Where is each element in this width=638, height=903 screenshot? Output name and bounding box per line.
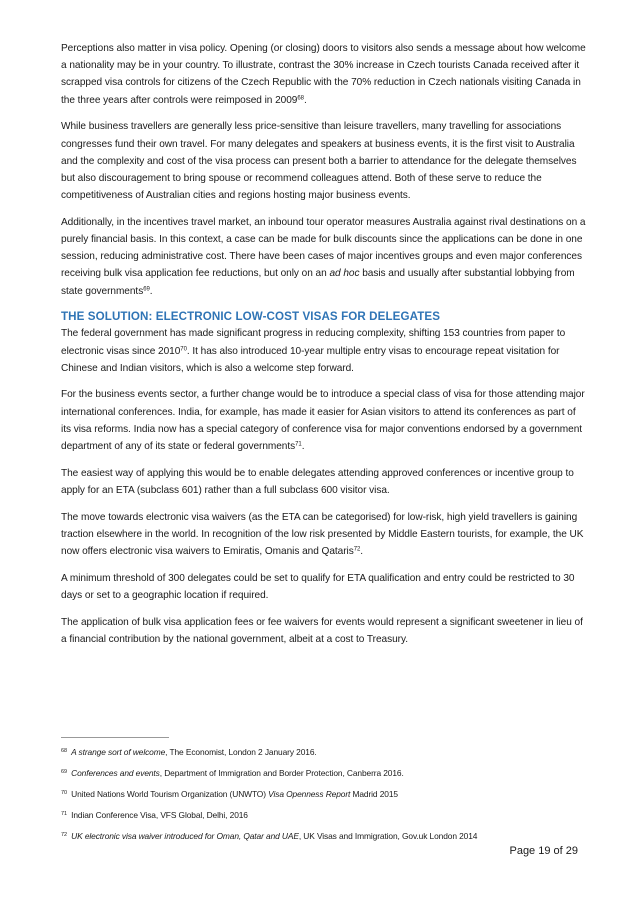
paragraph xyxy=(61,614,586,648)
footnote-ref: 69 xyxy=(143,286,150,293)
text-run: . It has also introduced 10-year multiple entry visas to encourage repeat visitation for Chinese and Indian visitors, which is also a welcome step forward. xyxy=(61,345,560,374)
footnotes xyxy=(61,747,601,851)
body-text xyxy=(61,40,586,658)
footnote-ref: 71 xyxy=(295,441,302,448)
footnote xyxy=(61,747,601,758)
paragraph xyxy=(61,509,586,561)
paragraph xyxy=(61,386,586,455)
footnote-ref: 71 xyxy=(61,810,67,817)
page-number: Page 19 of 29 xyxy=(509,845,578,857)
text-run: Madrid 2015 xyxy=(350,788,398,799)
section-heading: THE SOLUTION: ELECTRONIC LOW-COST VISAS FOR DELEGATES xyxy=(61,310,441,324)
text-run: Perceptions also matter in visa policy. Opening (or closing) doors to visitors also sends a message about how welcome a nationality may be in your country. To illustrate, contrast the 30% increase in Czech tourists Canada received after it scrapped visa controls for citizens of the Czech Republic with the 70% reduction in Czech nationals visiting Canada in the three years after controls were reimposed in 2009 xyxy=(61,43,586,106)
paragraphs-after-heading xyxy=(61,325,586,648)
footnote xyxy=(61,810,601,821)
footnote xyxy=(61,831,601,842)
text-run: . xyxy=(303,94,307,106)
italic-text: Visa Openness Report xyxy=(268,788,351,799)
text-run: , Department of Immigration and Border Protection, Canberra 2016. xyxy=(159,767,404,778)
paragraphs-before-heading xyxy=(61,40,586,300)
paragraph xyxy=(61,118,586,204)
footnote-ref: 70 xyxy=(61,789,67,796)
italic-text: UK electronic visa waiver introduced for Oman, Qatar and UAE xyxy=(71,830,299,841)
text-run: . xyxy=(301,441,305,453)
paragraph xyxy=(61,465,586,499)
footnote xyxy=(61,768,601,779)
text-run: , The Economist, London 2 January 2016. xyxy=(165,747,317,757)
text-run: While business travellers are generally less price-sensitive than leisure travellers, many travelling for associations congresses fund their own travel. For many delegates and speakers at business events, it is the first visit to Australia and the complexity and cost of the visa process can present both a barrier to attendance for the delegate themselves but also discouragement to bring spouse or recommend colleagues attend. Both of these serve to reduce the competitiveness of Australian cities and regions hosting major business events. xyxy=(61,121,577,202)
text-run: , UK Visas and Immigration, Gov.uk London 2014 xyxy=(298,830,478,841)
footnote-ref: 68 xyxy=(297,95,304,102)
text-run: The application of bulk visa application fees or fee waivers for events would represent a significant sweetener in lieu of a financial contribution by the national government, albeit at a cost to Treasury. xyxy=(61,616,583,645)
text-run: The federal government has made significant progress in reducing complexity, shifting 153 countries from paper to electronic visas since 2010 xyxy=(61,328,566,357)
italic-text: ad hoc xyxy=(329,268,360,280)
italic-text: A strange sort of welcome xyxy=(71,747,166,757)
text-run: A minimum threshold of 300 delegates could be set to qualify for ETA qualification and entry could be restricted to 30 days or set to a geographic location if required. xyxy=(61,572,575,601)
text-run: Indian Conference Visa, VFS Global, Delhi, 2016 xyxy=(68,809,248,820)
text-run: Additionally, in the incentives travel market, an inbound tour operator measures Australia against rival destinations on a purely financial basis. In this context, a case can be made for bulk discounts since the applications can be done in one session, reducing administrative cost. There have been cases of major incentives groups and even major conferences receiving bulk visa application fee reductions, but only on an xyxy=(61,216,586,280)
footnote-ref: 72 xyxy=(61,831,67,838)
paragraph xyxy=(61,570,586,604)
paragraph xyxy=(61,40,586,109)
text-run: United Nations World Tourism Organization (UNWTO) xyxy=(68,788,269,799)
footnote-ref: 70 xyxy=(180,345,187,352)
italic-text: Conferences and events xyxy=(71,767,160,778)
footnote xyxy=(61,789,601,800)
text-run: The move towards electronic visa waivers (as the ETA can be categorised) for low-risk, high yield travellers is gaining traction elsewhere in the world. In recognition of the low risk presented by Middle Eastern tourists, for example, the UK now offers electronic visa waivers to Emiratis, Omanis and Qataris xyxy=(61,511,584,558)
footnote-ref: 69 xyxy=(61,768,67,775)
paragraph xyxy=(61,214,586,300)
text-run: . xyxy=(360,546,364,558)
text-run: For the business events sector, a further change would be to introduce a special class of visa for those attending major international conferences. India, for example, has made it easier for Asian visitors to attend its conferences as part of its visa reforms. India now has a special category of conference visa for major conventions endorsed by a government department of any of its state or federal governments xyxy=(61,389,585,453)
text-run: The easiest way of applying this would be to enable delegates attending approved conferences or incentive group to apply for an ETA (subclass 601) rather than a full subclass 600 visitor visa. xyxy=(61,467,574,496)
footnote-separator xyxy=(61,737,169,738)
footnote-ref: 68 xyxy=(61,748,67,754)
text-run: basis and usually after substantial lobbying from state governments xyxy=(61,268,575,297)
text-run: . xyxy=(149,285,153,297)
paragraph xyxy=(61,325,586,377)
footnote-ref: 72 xyxy=(353,546,361,553)
